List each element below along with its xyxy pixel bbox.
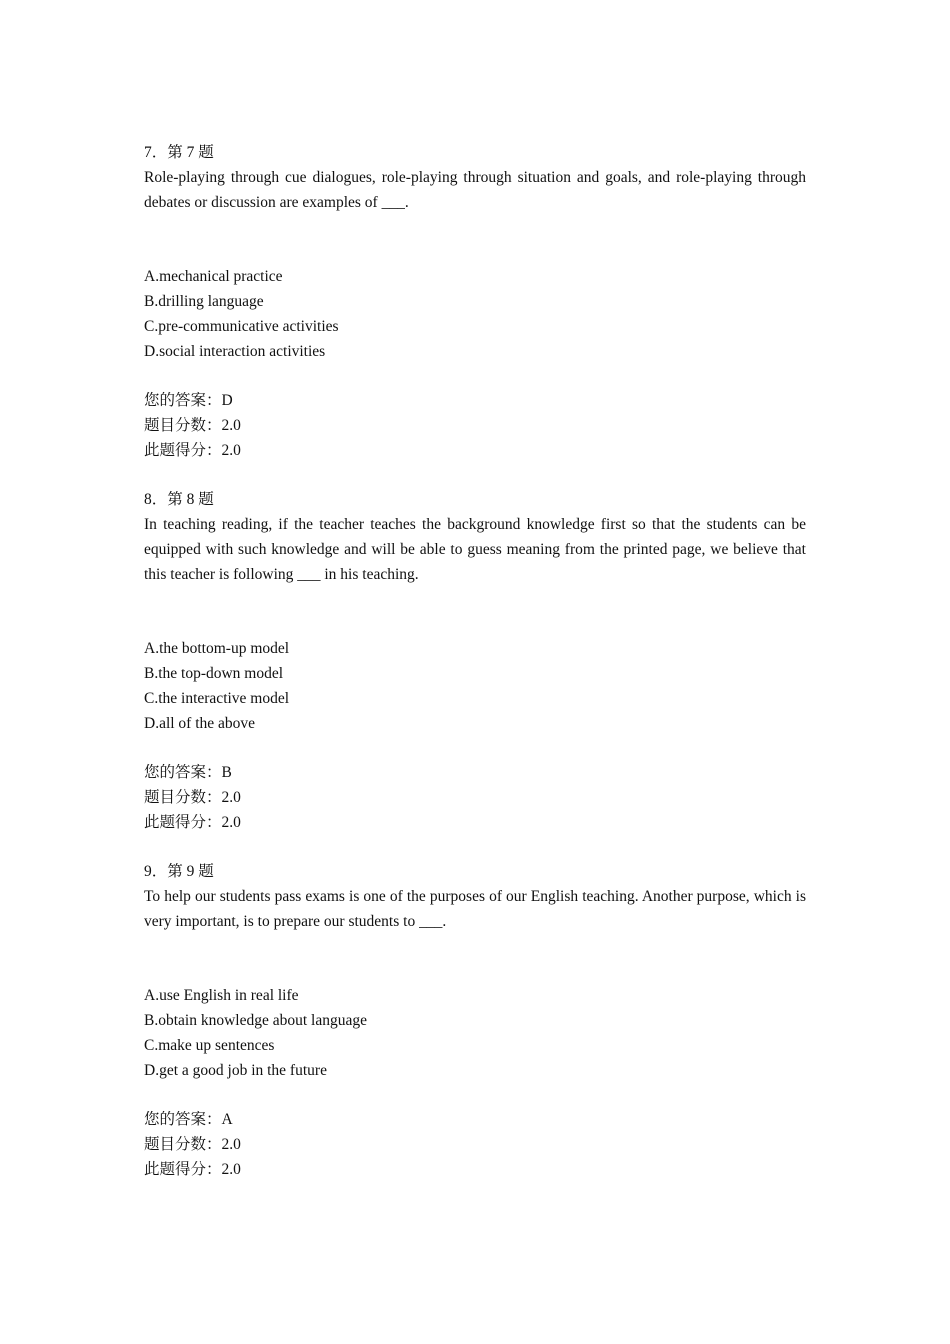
question-heading: 7．第 7 题 xyxy=(144,144,214,161)
question-score: 题目分数：2.0 xyxy=(144,417,241,434)
option-d: D.all of the above xyxy=(144,715,256,732)
question-8 xyxy=(144,487,806,835)
question-score: 题目分数：2.0 xyxy=(144,789,241,806)
your-answer: 您的答案：B xyxy=(144,764,232,781)
earned-score: 此题得分：2.0 xyxy=(144,1161,241,1178)
question-7 xyxy=(144,140,806,463)
option-c: C.pre-communicative activities xyxy=(144,318,339,335)
question-9 xyxy=(144,859,806,1182)
your-answer: 您的答案：D xyxy=(144,392,233,409)
earned-score: 此题得分：2.0 xyxy=(144,814,241,831)
option-b: B.the top-down model xyxy=(144,665,284,682)
question-stem: In teaching reading, if the teacher teaches the background knowledge first so that the students can be equipped with such knowledge and will be able to guess meaning from the printed page, we believe that this teacher is following ___ in his teaching. xyxy=(144,516,806,583)
document-content xyxy=(144,140,806,1206)
option-d: D.get a good job in the future xyxy=(144,1062,327,1079)
question-heading: 8．第 8 题 xyxy=(144,491,214,508)
question-stem: Role-playing through cue dialogues, role-playing through situation and goals, and role-playing through debates or discussion are examples of ___. xyxy=(144,169,806,211)
option-b: B.obtain knowledge about language xyxy=(144,1012,367,1029)
earned-score: 此题得分：2.0 xyxy=(144,442,241,459)
option-c: C.the interactive model xyxy=(144,690,290,707)
option-a: A.the bottom-up model xyxy=(144,640,290,657)
option-b: B.drilling language xyxy=(144,293,264,310)
option-a: A.mechanical practice xyxy=(144,268,283,285)
question-stem: To help our students pass exams is one of the purposes of our English teaching. Another purpose, which is very important, is to prepare our students to ___. xyxy=(144,888,806,930)
option-d: D.social interaction activities xyxy=(144,343,326,360)
option-c: C.make up sentences xyxy=(144,1037,275,1054)
your-answer: 您的答案：A xyxy=(144,1111,233,1128)
question-heading: 9．第 9 题 xyxy=(144,863,214,880)
question-score: 题目分数：2.0 xyxy=(144,1136,241,1153)
option-a: A.use English in real life xyxy=(144,987,299,1004)
